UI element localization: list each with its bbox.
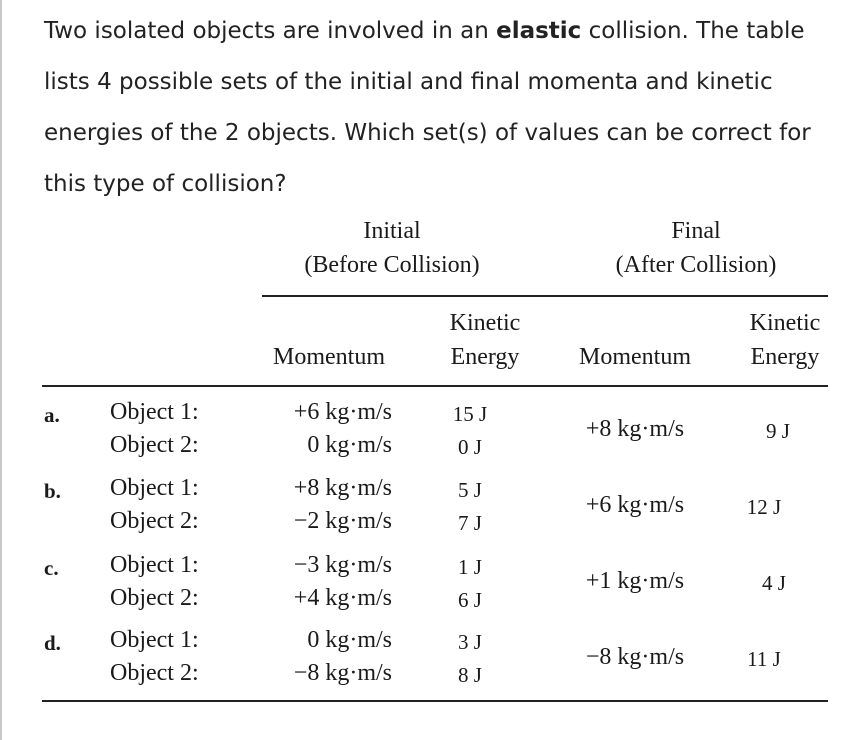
row-b-ke2: 7 J [458, 511, 482, 535]
question-part2: collision. The table lists 4 possible sets of the initial and final momenta and kinetic energies of the 2 objects. Which set(s) of values can be correct for this type of collision? [44, 18, 811, 197]
row-b-ke1: 5 J [458, 478, 482, 502]
col-ke-initial-line2: Energy [450, 344, 520, 370]
row-d-p2: −8 kg·m/s [293, 660, 392, 686]
row-d-label: d. [44, 631, 61, 655]
row-d-kef: 11 J [747, 647, 781, 671]
row-b-p1: +8 kg·m/s [293, 475, 392, 501]
row-c-ke2: 6 J [458, 588, 482, 612]
row-d-object2: Object 2: [110, 660, 199, 686]
row-d-object1: Object 1: [110, 627, 199, 653]
row-c-object1: Object 1: [110, 552, 199, 578]
row-b-object2: Object 2: [110, 508, 199, 534]
row-a-label: a. [44, 403, 60, 427]
row-a-kef: 9 J [766, 419, 790, 443]
column-header-rule [42, 385, 828, 387]
row-b-object1: Object 1: [110, 475, 199, 501]
row-a-object1: Object 1: [110, 399, 199, 425]
row-b-p2: −2 kg·m/s [293, 508, 392, 534]
row-a-p2: 0 kg·m/s [307, 432, 392, 458]
group-final-line1: Final [671, 218, 721, 244]
row-a-pf: +8 kg·m/s [585, 416, 685, 442]
row-d-ke1: 3 J [458, 630, 482, 654]
col-momentum-final: Momentum [579, 344, 691, 370]
question-text [44, 6, 844, 210]
col-ke-final-line1: Kinetic [749, 310, 821, 336]
col-momentum-initial: Momentum [273, 344, 385, 370]
row-b-pf: +6 kg·m/s [585, 492, 685, 518]
row-c-p2: +4 kg·m/s [293, 585, 392, 611]
group-final-line2: (After Collision) [615, 252, 777, 278]
row-d-pf: −8 kg·m/s [585, 644, 685, 670]
question-bold-word: elastic [496, 18, 582, 44]
row-c-pf: +1 kg·m/s [585, 568, 685, 594]
row-d-p1: 0 kg·m/s [307, 627, 392, 653]
row-a-ke1: 15 J [452, 402, 488, 426]
row-d-ke2: 8 J [458, 663, 482, 687]
row-c-label: c. [44, 556, 59, 580]
table-bottom-rule [42, 700, 828, 702]
row-a-object2: Object 2: [110, 432, 199, 458]
group-header-rule [262, 295, 828, 297]
col-ke-final-line2: Energy [750, 344, 820, 370]
question-part1: Two isolated objects are involved in an [44, 18, 497, 44]
group-initial-line1: Initial [363, 218, 421, 244]
row-a-p1: +6 kg·m/s [293, 399, 392, 425]
row-c-object2: Object 2: [110, 585, 199, 611]
row-c-kef: 4 J [762, 571, 786, 595]
row-b-label: b. [44, 479, 61, 503]
page-left-border [0, 0, 2, 740]
row-c-p1: −3 kg·m/s [293, 552, 392, 578]
row-a-ke2: 0 J [458, 435, 482, 459]
col-ke-initial-line1: Kinetic [449, 310, 521, 336]
row-b-kef: 12 J [746, 495, 782, 519]
row-c-ke1: 1 J [458, 555, 482, 579]
group-initial-line2: (Before Collision) [304, 252, 480, 278]
